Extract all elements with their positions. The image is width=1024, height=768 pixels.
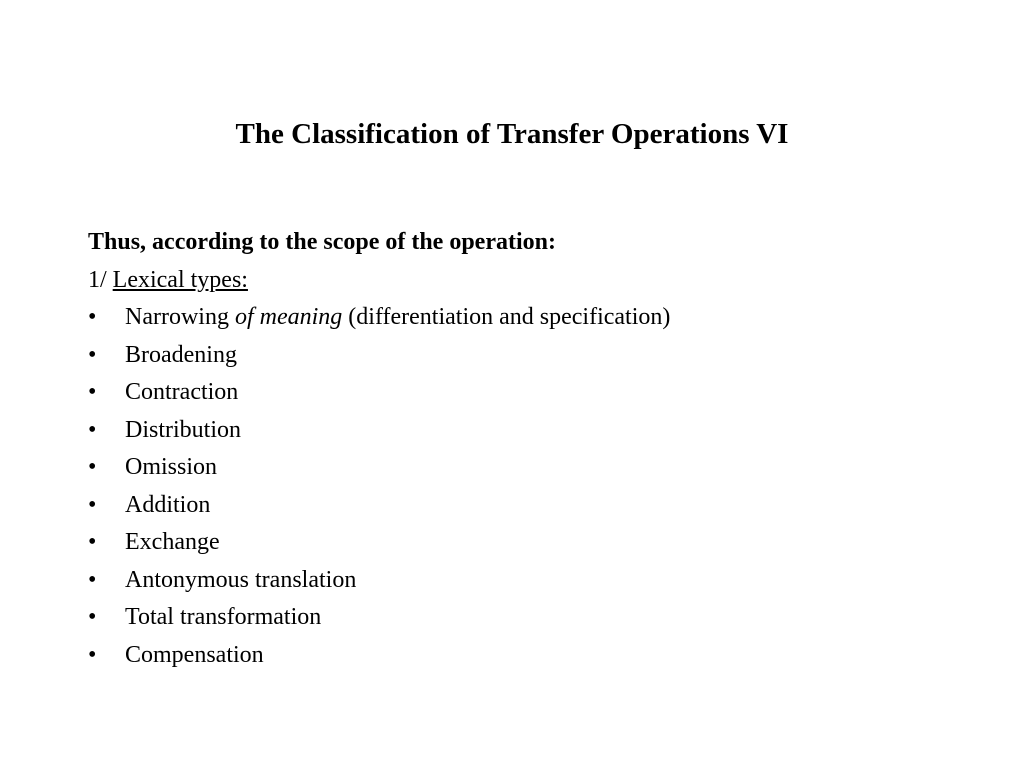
bullet-icon: • (88, 304, 97, 330)
slide-title: The Classification of Transfer Operations VI (235, 118, 789, 150)
section-heading (88, 262, 948, 300)
bullet-icon: • (88, 491, 97, 518)
item-text: Exchange (125, 529, 220, 555)
item-text-after: (differentiation and specification) (342, 304, 671, 330)
intro-line: Thus, according to the scope of the operation: (88, 229, 556, 255)
list-item (88, 299, 948, 337)
list-item (88, 449, 948, 487)
bullet-icon: • (88, 416, 97, 443)
item-text: Antonymous translation (125, 566, 357, 593)
list-item (88, 337, 948, 375)
bullet-icon: • (88, 641, 97, 668)
bullet-icon: • (88, 379, 97, 405)
list-item (88, 374, 948, 412)
section-number: 1/ (88, 266, 107, 293)
item-text: Distribution (125, 416, 242, 443)
item-text: Contraction (125, 379, 239, 405)
bullet-icon: • (88, 341, 97, 368)
item-text: Addition (125, 491, 211, 518)
section-label: Lexical types: (112, 266, 248, 293)
operations-list (88, 299, 948, 674)
item-text-before: Narrowing (125, 304, 235, 330)
item-text: Omission (125, 454, 218, 480)
bullet-icon: • (88, 529, 97, 555)
item-text: Total transformation (125, 604, 322, 630)
item-text: Compensation (125, 641, 264, 668)
bullet-icon: • (88, 604, 97, 630)
bullet-icon: • (88, 454, 97, 480)
list-item (88, 637, 948, 675)
slide-body (88, 224, 948, 674)
item-text: Broadening (125, 341, 237, 368)
list-item (88, 599, 948, 637)
list-item (88, 412, 948, 450)
list-item (88, 524, 948, 562)
bullet-icon: • (88, 566, 97, 593)
list-item (88, 562, 948, 600)
item-text-italic: of meaning (234, 304, 343, 330)
list-item (88, 487, 948, 525)
